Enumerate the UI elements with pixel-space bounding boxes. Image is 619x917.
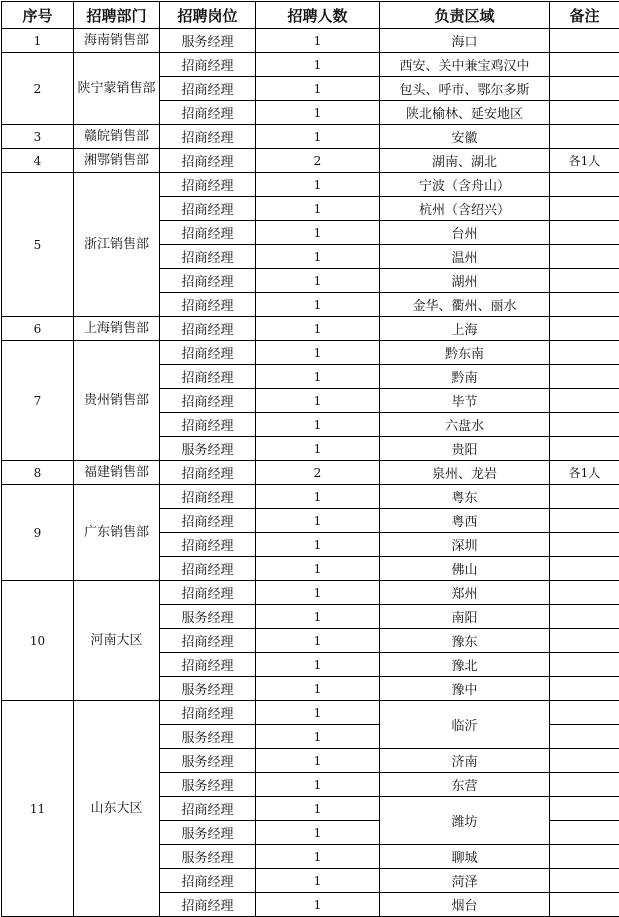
region: 安徽 bbox=[380, 125, 550, 149]
headcount: 1 bbox=[256, 77, 380, 101]
region: 聊城 bbox=[380, 845, 550, 869]
region: 宁波（含舟山） bbox=[380, 173, 550, 197]
note bbox=[550, 485, 619, 509]
department: 陕宁蒙销售部 bbox=[74, 53, 160, 125]
department: 山东大区 bbox=[74, 701, 160, 917]
headcount: 1 bbox=[256, 821, 380, 845]
department: 上海销售部 bbox=[74, 317, 160, 341]
note bbox=[550, 245, 619, 269]
region: 深圳 bbox=[380, 533, 550, 557]
note bbox=[550, 77, 619, 101]
job-title: 招商经理 bbox=[160, 581, 256, 605]
region: 豫北 bbox=[380, 653, 550, 677]
table-row bbox=[2, 341, 619, 365]
note bbox=[550, 605, 619, 629]
headcount: 1 bbox=[256, 437, 380, 461]
department: 广东销售部 bbox=[74, 485, 160, 581]
headcount: 1 bbox=[256, 629, 380, 653]
job-title: 服务经理 bbox=[160, 437, 256, 461]
region: 泉州、龙岩 bbox=[380, 461, 550, 485]
job-title: 服务经理 bbox=[160, 845, 256, 869]
region: 台州 bbox=[380, 221, 550, 245]
job-title: 招商经理 bbox=[160, 149, 256, 173]
table-row bbox=[2, 53, 619, 77]
job-title: 招商经理 bbox=[160, 173, 256, 197]
headcount: 1 bbox=[256, 581, 380, 605]
department: 赣皖销售部 bbox=[74, 125, 160, 149]
headcount: 1 bbox=[256, 485, 380, 509]
table-header bbox=[2, 2, 619, 29]
row-number: 5 bbox=[2, 173, 74, 317]
headcount: 1 bbox=[256, 365, 380, 389]
headcount: 1 bbox=[256, 869, 380, 893]
region: 豫中 bbox=[380, 677, 550, 701]
region: 黔东南 bbox=[380, 341, 550, 365]
header-count: 招聘人数 bbox=[256, 2, 380, 29]
note bbox=[550, 773, 619, 797]
row-number: 1 bbox=[2, 29, 74, 53]
headcount: 2 bbox=[256, 149, 380, 173]
headcount: 1 bbox=[256, 245, 380, 269]
headcount: 1 bbox=[256, 773, 380, 797]
region: 贵阳 bbox=[380, 437, 550, 461]
headcount: 1 bbox=[256, 797, 380, 821]
department: 贵州销售部 bbox=[74, 341, 160, 461]
headcount: 1 bbox=[256, 413, 380, 437]
job-title: 招商经理 bbox=[160, 629, 256, 653]
headcount: 1 bbox=[256, 29, 380, 53]
job-title: 招商经理 bbox=[160, 197, 256, 221]
note bbox=[550, 701, 619, 725]
note bbox=[550, 653, 619, 677]
job-title: 服务经理 bbox=[160, 773, 256, 797]
region: 南阳 bbox=[380, 605, 550, 629]
table-row bbox=[2, 173, 619, 197]
note bbox=[550, 533, 619, 557]
table-row bbox=[2, 581, 619, 605]
row-number: 3 bbox=[2, 125, 74, 149]
region: 粤西 bbox=[380, 509, 550, 533]
note bbox=[550, 725, 619, 749]
row-number: 8 bbox=[2, 461, 74, 485]
headcount: 1 bbox=[256, 725, 380, 749]
region: 黔南 bbox=[380, 365, 550, 389]
headcount: 1 bbox=[256, 893, 380, 917]
headcount: 1 bbox=[256, 557, 380, 581]
job-title: 招商经理 bbox=[160, 533, 256, 557]
region: 菏泽 bbox=[380, 869, 550, 893]
headcount: 1 bbox=[256, 653, 380, 677]
note bbox=[550, 173, 619, 197]
region: 潍坊 bbox=[380, 797, 550, 845]
headcount: 1 bbox=[256, 197, 380, 221]
note bbox=[550, 677, 619, 701]
row-number: 6 bbox=[2, 317, 74, 341]
headcount: 1 bbox=[256, 701, 380, 725]
department: 海南销售部 bbox=[74, 29, 160, 53]
region: 杭州（含绍兴） bbox=[380, 197, 550, 221]
headcount: 1 bbox=[256, 53, 380, 77]
headcount: 1 bbox=[256, 269, 380, 293]
region: 豫东 bbox=[380, 629, 550, 653]
headcount: 1 bbox=[256, 221, 380, 245]
table-row bbox=[2, 317, 619, 341]
job-title: 招商经理 bbox=[160, 701, 256, 725]
job-title: 服务经理 bbox=[160, 749, 256, 773]
region: 烟台 bbox=[380, 893, 550, 917]
table-row bbox=[2, 701, 619, 725]
job-title: 招商经理 bbox=[160, 221, 256, 245]
row-number: 2 bbox=[2, 53, 74, 125]
headcount: 1 bbox=[256, 101, 380, 125]
note bbox=[550, 821, 619, 845]
region: 上海 bbox=[380, 317, 550, 341]
note bbox=[550, 389, 619, 413]
job-title: 服务经理 bbox=[160, 725, 256, 749]
header-dept: 招聘部门 bbox=[74, 2, 160, 29]
region: 海口 bbox=[380, 29, 550, 53]
job-title: 招商经理 bbox=[160, 869, 256, 893]
table-row bbox=[2, 149, 619, 173]
job-title: 招商经理 bbox=[160, 77, 256, 101]
department: 浙江销售部 bbox=[74, 173, 160, 317]
note bbox=[550, 341, 619, 365]
region: 佛山 bbox=[380, 557, 550, 581]
row-number: 7 bbox=[2, 341, 74, 461]
note bbox=[550, 197, 619, 221]
region: 粤东 bbox=[380, 485, 550, 509]
note: 各1人 bbox=[550, 461, 619, 485]
region: 郑州 bbox=[380, 581, 550, 605]
job-title: 招商经理 bbox=[160, 341, 256, 365]
job-title: 招商经理 bbox=[160, 317, 256, 341]
table-row bbox=[2, 485, 619, 509]
headcount: 1 bbox=[256, 677, 380, 701]
department: 湘鄂销售部 bbox=[74, 149, 160, 173]
note bbox=[550, 365, 619, 389]
job-title: 招商经理 bbox=[160, 53, 256, 77]
row-number: 9 bbox=[2, 485, 74, 581]
note bbox=[550, 869, 619, 893]
job-title: 招商经理 bbox=[160, 893, 256, 917]
header-note: 备注 bbox=[550, 2, 619, 29]
region: 济南 bbox=[380, 749, 550, 773]
headcount: 1 bbox=[256, 845, 380, 869]
header-no: 序号 bbox=[2, 2, 74, 29]
headcount: 2 bbox=[256, 461, 380, 485]
row-number: 10 bbox=[2, 581, 74, 701]
note bbox=[550, 413, 619, 437]
job-title: 招商经理 bbox=[160, 797, 256, 821]
table-body bbox=[2, 29, 619, 917]
note bbox=[550, 437, 619, 461]
note bbox=[550, 53, 619, 77]
headcount: 1 bbox=[256, 317, 380, 341]
job-title: 招商经理 bbox=[160, 485, 256, 509]
note bbox=[550, 221, 619, 245]
region: 东营 bbox=[380, 773, 550, 797]
job-title: 招商经理 bbox=[160, 461, 256, 485]
job-title: 招商经理 bbox=[160, 101, 256, 125]
department: 河南大区 bbox=[74, 581, 160, 701]
headcount: 1 bbox=[256, 173, 380, 197]
job-title: 服务经理 bbox=[160, 821, 256, 845]
job-title: 招商经理 bbox=[160, 413, 256, 437]
job-title: 服务经理 bbox=[160, 605, 256, 629]
job-title: 招商经理 bbox=[160, 557, 256, 581]
note bbox=[550, 125, 619, 149]
headcount: 1 bbox=[256, 509, 380, 533]
headcount: 1 bbox=[256, 341, 380, 365]
header-region: 负责区域 bbox=[380, 2, 550, 29]
row-number: 4 bbox=[2, 149, 74, 173]
job-title: 招商经理 bbox=[160, 125, 256, 149]
headcount: 1 bbox=[256, 605, 380, 629]
note bbox=[550, 845, 619, 869]
note bbox=[550, 269, 619, 293]
headcount: 1 bbox=[256, 293, 380, 317]
region: 湖州 bbox=[380, 269, 550, 293]
region: 陕北榆林、延安地区 bbox=[380, 101, 550, 125]
note bbox=[550, 797, 619, 821]
table-row bbox=[2, 29, 619, 53]
job-title: 招商经理 bbox=[160, 365, 256, 389]
region: 临沂 bbox=[380, 701, 550, 749]
job-title: 招商经理 bbox=[160, 653, 256, 677]
headcount: 1 bbox=[256, 125, 380, 149]
region: 金华、衢州、丽水 bbox=[380, 293, 550, 317]
table-row bbox=[2, 125, 619, 149]
job-title: 招商经理 bbox=[160, 245, 256, 269]
job-title: 招商经理 bbox=[160, 509, 256, 533]
region: 六盘水 bbox=[380, 413, 550, 437]
headcount: 1 bbox=[256, 533, 380, 557]
note bbox=[550, 29, 619, 53]
job-title: 招商经理 bbox=[160, 269, 256, 293]
note bbox=[550, 101, 619, 125]
note bbox=[550, 893, 619, 917]
job-title: 招商经理 bbox=[160, 293, 256, 317]
job-title: 服务经理 bbox=[160, 677, 256, 701]
note bbox=[550, 749, 619, 773]
region: 湖南、湖北 bbox=[380, 149, 550, 173]
region: 温州 bbox=[380, 245, 550, 269]
note bbox=[550, 557, 619, 581]
note bbox=[550, 509, 619, 533]
department: 福建销售部 bbox=[74, 461, 160, 485]
table-row bbox=[2, 461, 619, 485]
headcount: 1 bbox=[256, 749, 380, 773]
note bbox=[550, 293, 619, 317]
header-row bbox=[2, 2, 619, 29]
region: 毕节 bbox=[380, 389, 550, 413]
note bbox=[550, 629, 619, 653]
recruitment-table bbox=[1, 1, 619, 917]
headcount: 1 bbox=[256, 389, 380, 413]
note: 各1人 bbox=[550, 149, 619, 173]
region: 包头、呼市、鄂尔多斯 bbox=[380, 77, 550, 101]
header-job: 招聘岗位 bbox=[160, 2, 256, 29]
job-title: 服务经理 bbox=[160, 29, 256, 53]
note bbox=[550, 317, 619, 341]
job-title: 招商经理 bbox=[160, 389, 256, 413]
region: 西安、关中兼宝鸡汉中 bbox=[380, 53, 550, 77]
note bbox=[550, 581, 619, 605]
row-number: 11 bbox=[2, 701, 74, 917]
